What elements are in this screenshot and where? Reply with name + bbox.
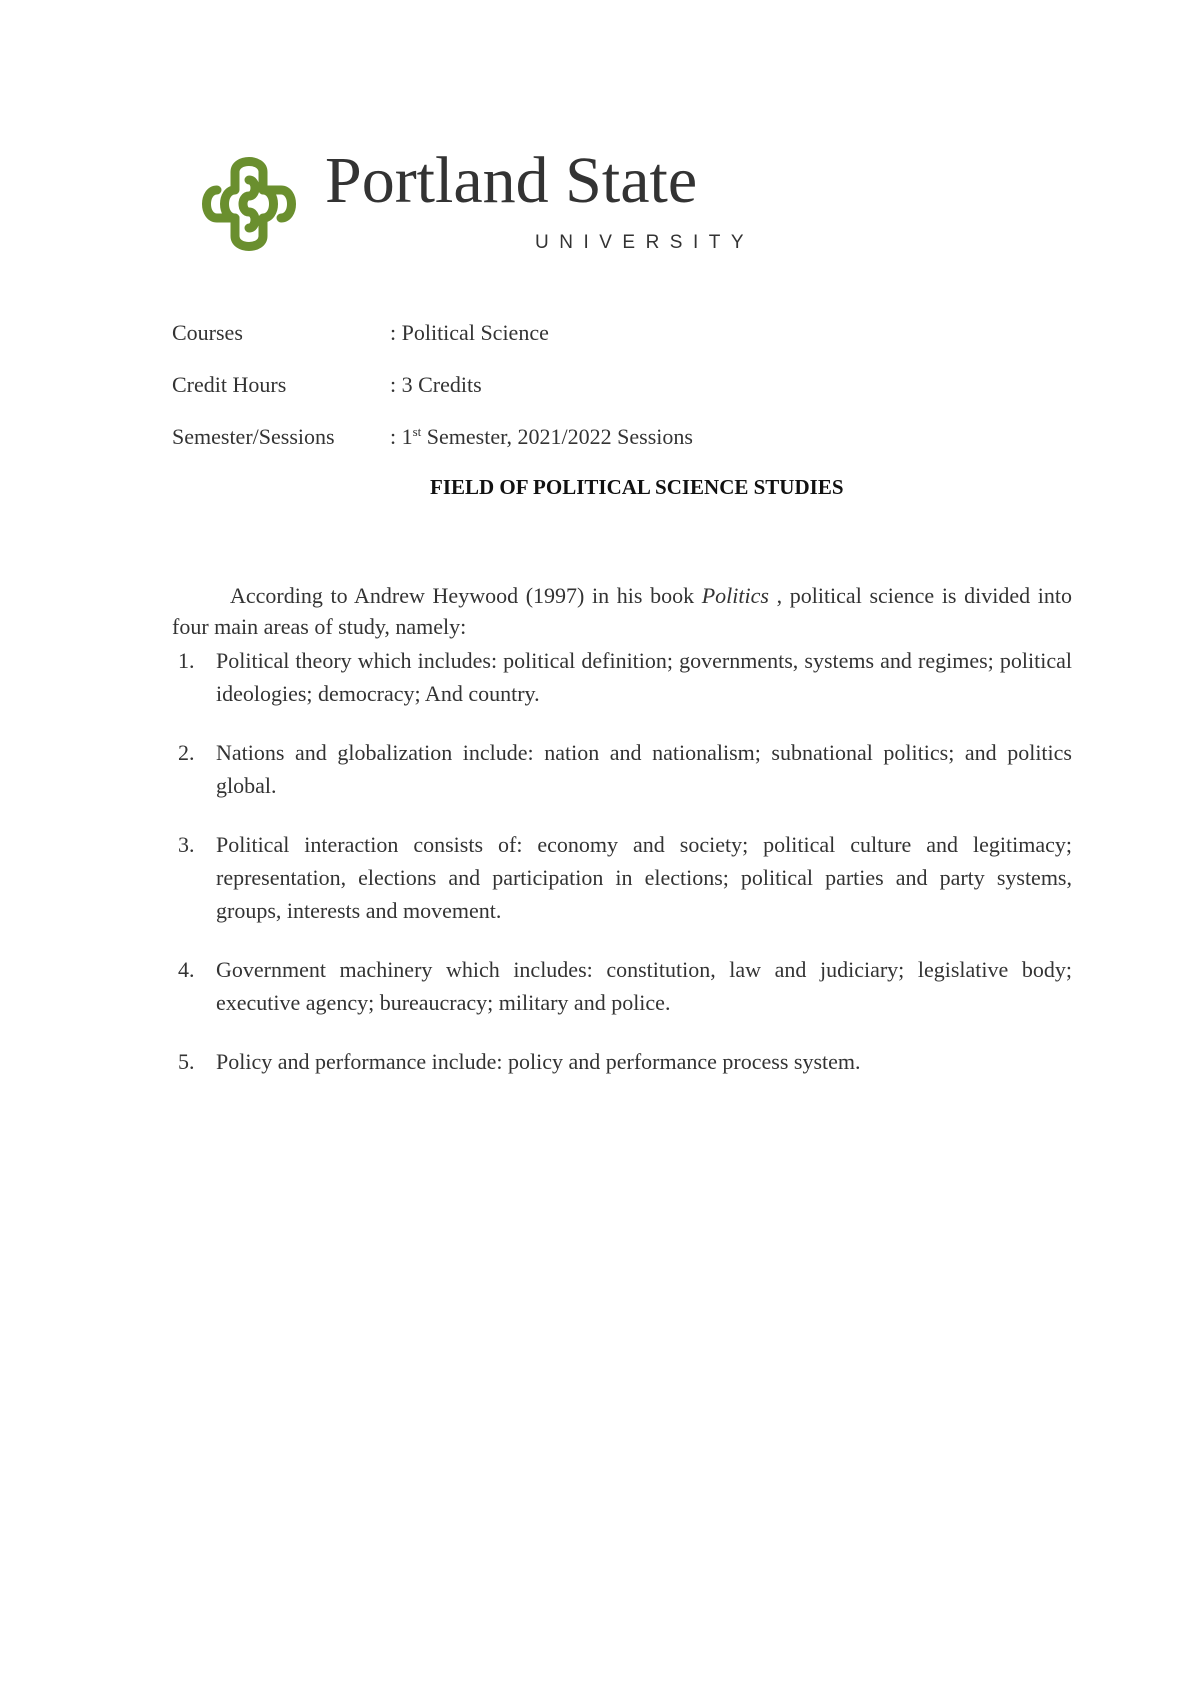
intro-before: According to Andrew Heywood (1997) in his book xyxy=(230,583,702,608)
logo-subtitle: UNIVERSITY xyxy=(535,232,755,253)
list-number: 4. xyxy=(178,957,195,982)
list-number: 3. xyxy=(178,832,195,857)
intro-paragraph xyxy=(172,580,1072,642)
areas-list xyxy=(172,644,1072,1104)
credit-hours-value: : 3 Credits xyxy=(390,372,482,397)
psu-logo-mark-icon xyxy=(195,150,303,258)
list-item xyxy=(172,953,1072,1019)
section-heading: FIELD OF POLITICAL SCIENCE STUDIES xyxy=(430,475,844,499)
list-item xyxy=(172,828,1072,927)
list-number: 5. xyxy=(178,1049,195,1074)
course-info xyxy=(172,318,1072,474)
list-text: Government machinery which includes: constitution, law and judiciary; legislative body; executive agency; bureaucracy; military and police. xyxy=(216,957,1072,1015)
list-item xyxy=(172,644,1072,710)
list-text: Policy and performance include: policy and performance process system. xyxy=(216,1049,861,1074)
list-number: 2. xyxy=(178,740,195,765)
credit-hours-label: Credit Hours xyxy=(172,372,287,397)
list-item xyxy=(172,1045,1072,1078)
list-text: Political interaction consists of: economy and society; political culture and legitimacy; representation, elections and participation in elections; political parties and party systems, groups, interests and movement. xyxy=(216,832,1072,923)
semester-row xyxy=(172,422,1072,474)
semester-label: Semester/Sessions xyxy=(172,424,335,449)
semester-rest: Semester, 2021/2022 Sessions xyxy=(421,424,693,449)
intro-after: , political science is divided into four main areas of study, namely: xyxy=(172,583,1072,639)
courses-row xyxy=(172,318,1072,370)
courses-value: : Political Science xyxy=(390,320,549,345)
logo-wordmark: Portland State xyxy=(325,144,698,217)
semester-value xyxy=(390,422,693,452)
list-text: Political theory which includes: political definition; governments, systems and regimes; political ideologies; democracy; And country. xyxy=(216,648,1072,706)
credit-hours-row xyxy=(172,370,1072,422)
list-text: Nations and globalization include: nation and nationalism; subnational politics; and politics global. xyxy=(216,740,1072,798)
list-item xyxy=(172,736,1072,802)
semester-prefix: : 1 xyxy=(390,424,413,449)
semester-ordinal: st xyxy=(412,424,422,439)
list-number: 1. xyxy=(178,648,195,673)
book-title: Politics xyxy=(701,583,769,608)
courses-label: Courses xyxy=(172,320,243,345)
university-logo xyxy=(195,144,755,265)
